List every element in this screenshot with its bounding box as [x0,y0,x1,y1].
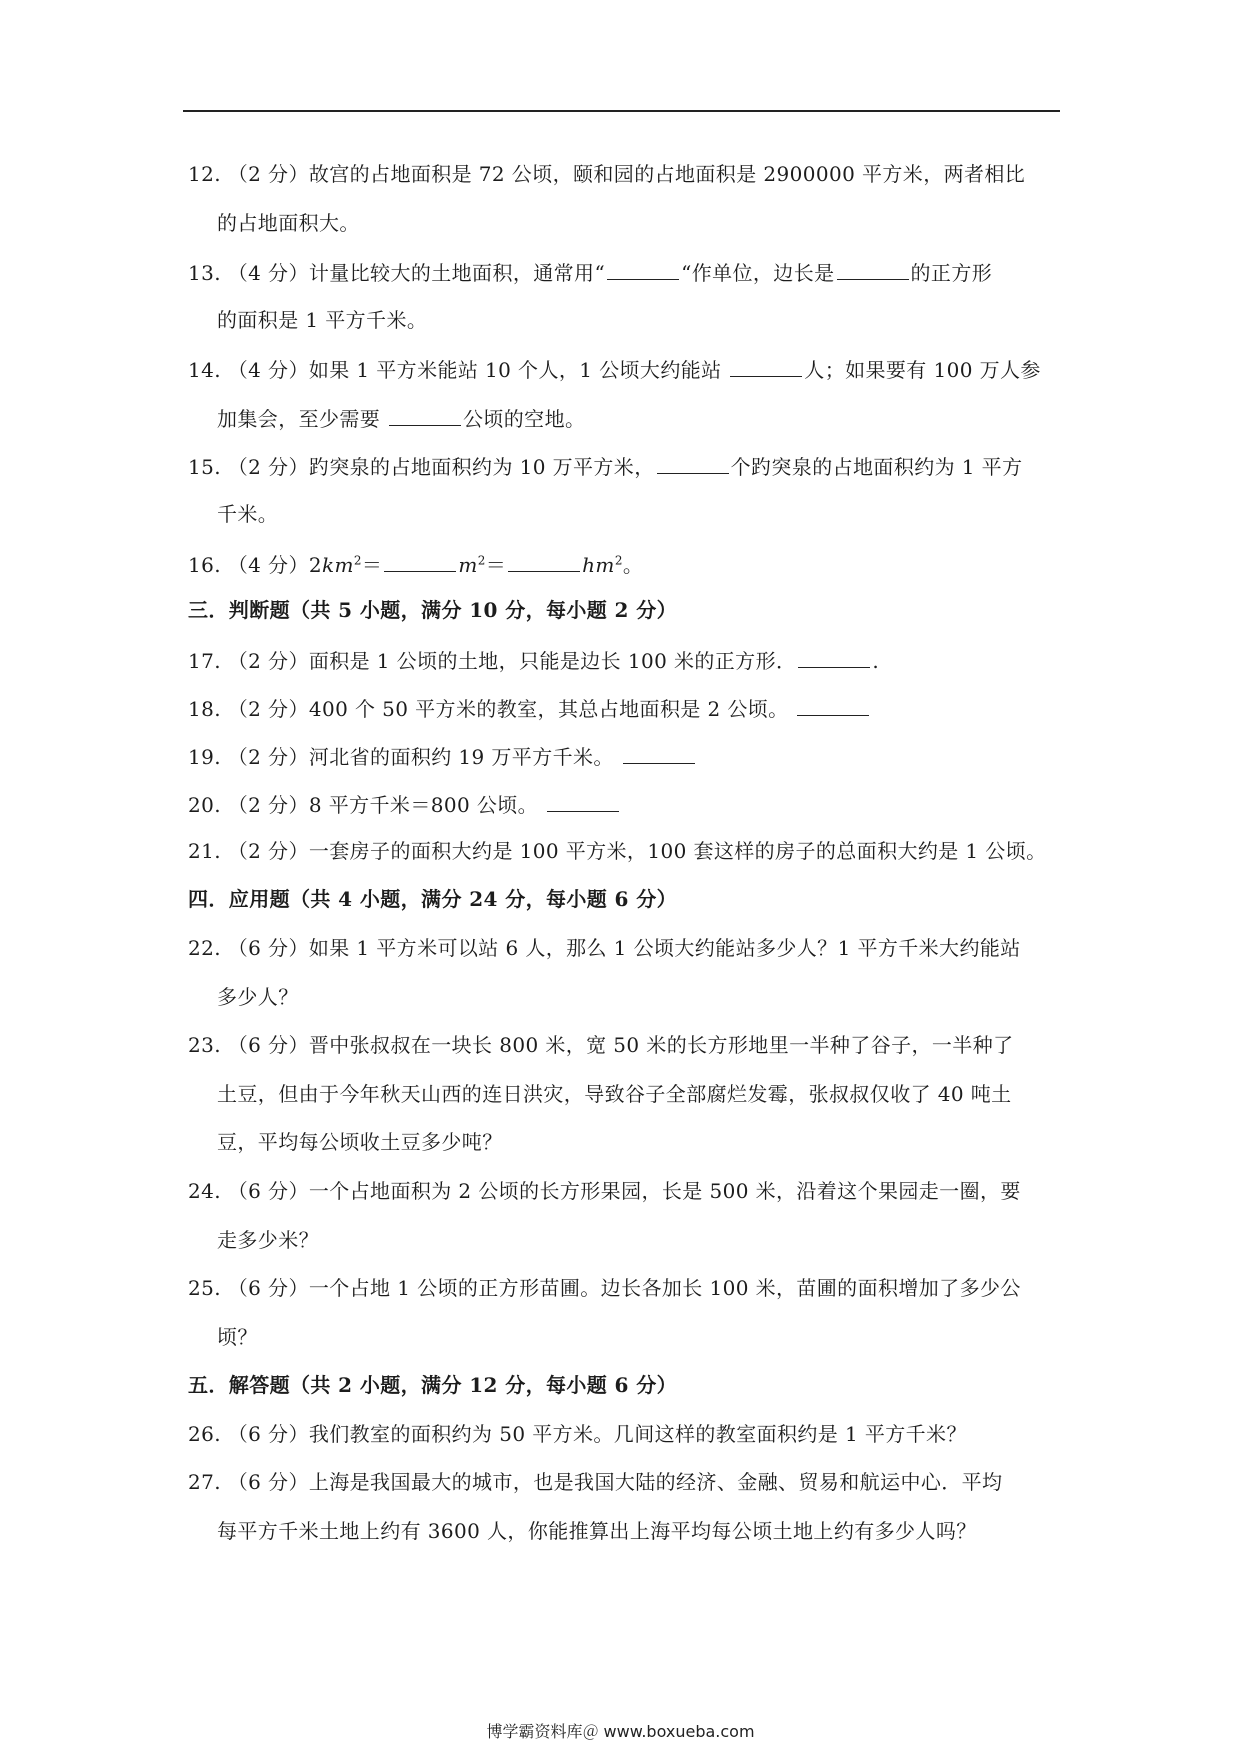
unit-m: m [458,553,478,577]
question-27-line-1: 27. （6 分）上海是我国最大的城市，也是我国大陆的经济、金融、贸易和航运中心．平均 [188,1470,1003,1494]
question-24-line-1: 24. （6 分）一个占地面积为 2 公顷的长方形果园，长是 500 米，沿着这个果园走一圈，要 [188,1179,1021,1203]
question-22-line-2: 多少人？ [217,985,299,1009]
answer-blank[interactable] [508,549,580,572]
answer-blank[interactable] [797,693,869,716]
section-3-heading: 三．判断题（共 5 小题，满分 10 分，每小题 2 分） [188,598,678,622]
question-23-line-3: 豆，平均每公顷收土豆多少吨？ [217,1130,503,1154]
question-20-text: 20. （2 分）8 平方千米＝800 公顷。 [188,793,545,817]
question-18-line-1 [188,693,871,723]
answer-blank[interactable] [730,354,802,377]
question-15-line-1 [188,451,1022,481]
question-12-line-2: 的占地面积大。 [217,211,360,235]
superscript-2: 2 [353,553,362,568]
question-17-text: 17. （2 分）面积是 1 公顷的土地，只能是边长 100 米的正方形． [188,649,797,673]
question-19-text: 19. （2 分）河北省的面积约 19 万平方千米。 [188,745,621,769]
answer-blank[interactable] [607,257,679,280]
unit-hm: hm [582,553,615,577]
superscript-2: 2 [477,553,486,568]
question-15-text-a: 15. （2 分）趵突泉的占地面积约为 10 万平方米， [188,455,655,479]
question-13-text-b: “作单位，边长是 [681,261,835,285]
question-13-text-c: 的正方形 [910,261,993,285]
section-4-heading: 四．应用题（共 4 小题，满分 24 分，每小题 6 分） [188,887,678,911]
question-23-line-2: 土豆，但由于今年秋天山西的连日洪灾，导致谷子全部腐烂发霉，张叔叔仅收了 40 吨土 [217,1082,1012,1106]
question-21-line-1: 21. （2 分）一套房子的面积大约是 100 平方米，100 套这样的房子的总面积大约是 1 公顷。 [188,839,1047,863]
question-17-line-1 [188,645,879,675]
question-22-line-1: 22. （6 分）如果 1 平方米可以站 6 人，那么 1 公顷大约能站多少人？1 平方千米大约能站 [188,936,1021,960]
question-26-line-1: 26. （6 分）我们教室的面积约为 50 平方米。几间这样的教室面积约是 1 平方千米？ [188,1422,967,1446]
question-27-line-2: 每平方千米土地上约有 3600 人，你能推算出上海平均每公顷土地上约有多少人吗？ [217,1519,977,1543]
question-16-line-1 [188,549,643,579]
question-14-line-1 [188,354,1041,384]
question-14-text-c: 加集会，至少需要 [217,407,387,431]
question-16-end: 。 [622,553,644,577]
question-14-line-2 [217,403,585,433]
question-14-text-d: 公顷的空地。 [462,407,586,431]
answer-blank[interactable] [389,403,461,426]
question-14-text-a: 14. （4 分）如果 1 平方米能站 10 个人，1 公顷大约能站 [188,358,729,382]
answer-blank[interactable] [837,257,909,280]
answer-blank[interactable] [547,789,619,812]
question-25-line-1: 25. （6 分）一个占地 1 公顷的正方形苗圃。边长各加长 100 米，苗圃的面积增加了多少公 [188,1276,1021,1300]
question-16-text-a: 16. （4 分）2 [188,553,322,577]
answer-blank[interactable] [623,741,695,764]
question-18-text: 18. （2 分）400 个 50 平方米的教室，其总占地面积是 2 公顷。 [188,697,796,721]
answer-blank[interactable] [657,451,729,474]
question-13-line-2: 的面积是 1 平方千米。 [217,308,428,332]
equals-sign: ＝ [485,553,507,577]
question-20-line-1 [188,789,621,819]
question-15-text-b: 个趵突泉的占地面积约为 1 平方 [730,455,1023,479]
unit-km: km [321,553,354,577]
question-13-text-a: 13. （4 分）计量比较大的土地面积，通常用“ [188,261,606,285]
question-13-line-1 [188,257,992,287]
answer-blank[interactable] [798,645,870,668]
question-23-line-1: 23. （6 分）晋中张叔叔在一块长 800 米，宽 50 米的长方形地里一半种了谷子，一半种了 [188,1033,1014,1057]
question-19-line-1 [188,741,697,771]
section-5-heading: 五．解答题（共 2 小题，满分 12 分，每小题 6 分） [188,1373,678,1397]
equals-sign: ＝ [361,553,383,577]
question-12-line-1: 12. （2 分）故宫的占地面积是 72 公顷，颐和园的占地面积是 2900000 平方米，两者相比 [188,162,1026,186]
question-17-end: . [872,649,880,673]
header-rule [183,110,1060,112]
question-15-line-2: 千米。 [217,502,279,526]
answer-blank[interactable] [384,549,456,572]
question-24-line-2: 走多少米？ [217,1228,319,1252]
question-14-text-b: 人；如果要有 100 万人参 [804,358,1041,382]
question-25-line-2: 顷？ [217,1325,258,1349]
page-footer: 博学霸资料库＠ www.boxueba.com [486,1722,755,1741]
superscript-2: 2 [614,553,623,568]
